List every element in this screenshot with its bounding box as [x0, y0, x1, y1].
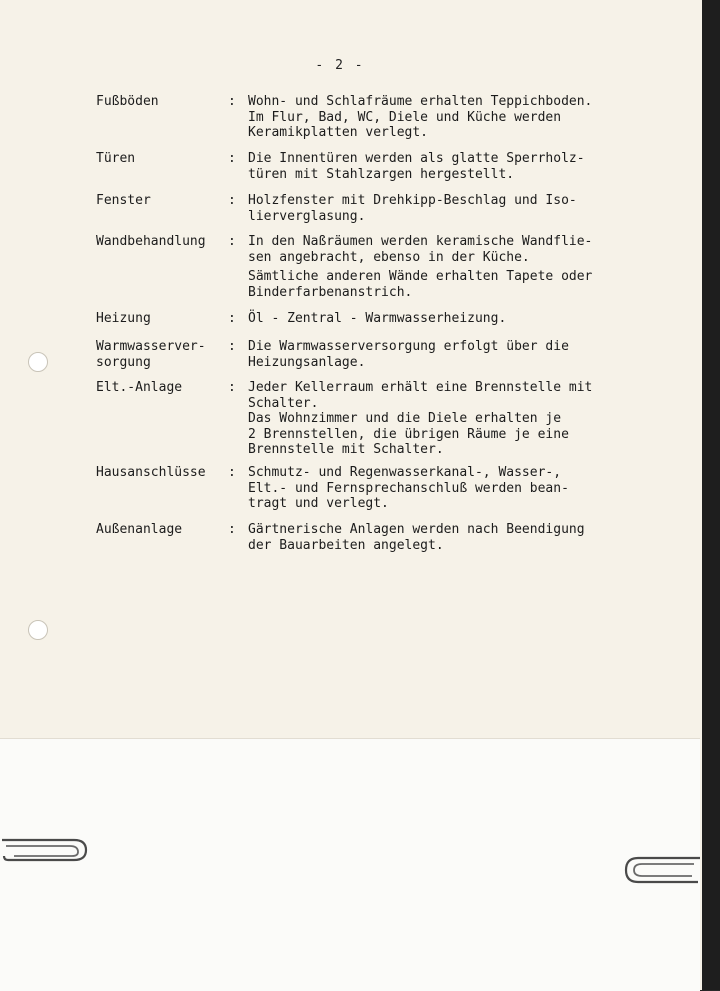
- paper-clip-icon: [622, 848, 702, 892]
- entry-text: [248, 193, 634, 228]
- entry-separator: :: [228, 151, 236, 166]
- lower-sheet-area: [0, 738, 700, 991]
- entry-text: [248, 234, 634, 304]
- entry-separator: :: [228, 339, 236, 354]
- entry-paragraph: In den Naßräumen werden keramische Wandflie- sen angebracht, ebenso in der Küche.: [248, 234, 593, 265]
- entry-separator: :: [228, 311, 236, 326]
- entry-text: [248, 151, 634, 186]
- entry-paragraph: Die Warmwasserversorgung erfolgt über die Heizungsanlage.: [248, 339, 569, 370]
- entry-label: Warmwasserver- sorgung: [96, 339, 206, 370]
- entry-label: Außenanlage: [96, 522, 183, 537]
- entry-label: Hausanschlüsse: [96, 465, 206, 480]
- entry-label: Heizung: [96, 311, 151, 326]
- entry-text: [248, 94, 634, 145]
- page-number: - 2 -: [315, 58, 365, 73]
- paper-clip-icon: [0, 832, 90, 868]
- entry-paragraph: Wohn- und Schlafräume erhalten Teppichboden. Im Flur, Bad, WC, Diele und Küche werden Keramikplatten verlegt.: [248, 94, 593, 140]
- entry-paragraph: Holzfenster mit Drehkipp-Beschlag und Iso- lierverglasung.: [248, 193, 577, 224]
- entry-paragraph: Sämtliche anderen Wände erhalten Tapete oder Binderfarbenanstrich.: [248, 269, 593, 300]
- entry-text: [248, 380, 634, 462]
- entry-label: Fenster: [96, 193, 151, 208]
- entry-text: [248, 311, 634, 331]
- entry-label: Elt.-Anlage: [96, 380, 183, 395]
- entry-separator: :: [228, 234, 236, 249]
- entry-paragraph: Die Innentüren werden als glatte Sperrholz- türen mit Stahlzargen hergestellt.: [248, 151, 585, 182]
- entry-separator: :: [228, 380, 236, 395]
- entry-label: Fußböden: [96, 94, 159, 109]
- entry-paragraph: Gärtnerische Anlagen werden nach Beendigung der Bauarbeiten angelegt.: [248, 522, 585, 553]
- entry-text: [248, 339, 634, 374]
- entry-label: Türen: [96, 151, 136, 166]
- entry-paragraph: Jeder Kellerraum erhält eine Brennstelle mit Schalter. Das Wohnzimmer und die Diele erhalten je 2 Brennstellen, die übrigen Räume je eine Brennstelle mit Schalter.: [248, 380, 593, 457]
- entry-paragraph: Schmutz- und Regenwasserkanal-, Wasser-, Elt.- und Fernsprechanschluß werden bean- tragt und verlegt.: [248, 465, 569, 511]
- entry-separator: :: [228, 94, 236, 109]
- punch-hole: [28, 352, 48, 372]
- scan-background: [702, 0, 720, 990]
- entry-label: Wandbehandlung: [96, 234, 206, 249]
- entry-text: [248, 465, 634, 516]
- entry-separator: :: [228, 193, 236, 208]
- entry-separator: :: [228, 465, 236, 480]
- punch-hole: [28, 620, 48, 640]
- entry-separator: :: [228, 522, 236, 537]
- entry-text: [248, 522, 634, 557]
- entry-paragraph: Öl - Zentral - Warmwasserheizung.: [248, 311, 507, 326]
